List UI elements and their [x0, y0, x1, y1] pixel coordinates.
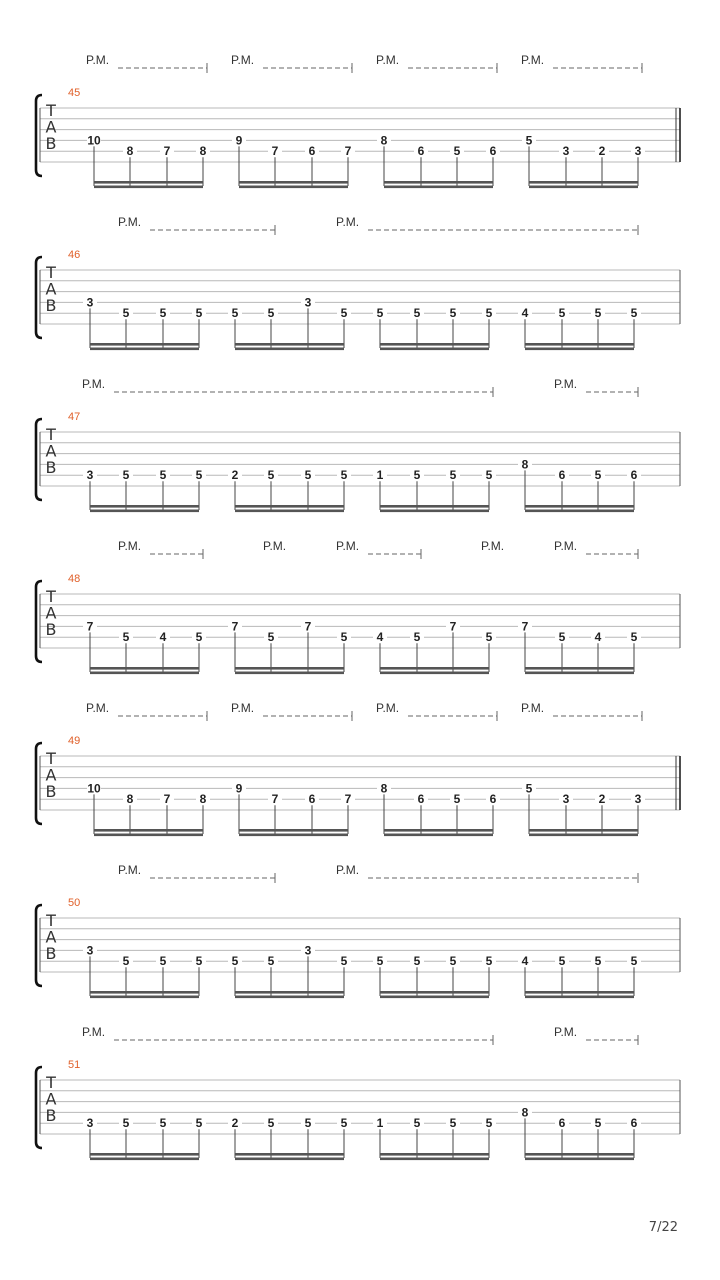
beam [525, 996, 634, 999]
measure-number: 46 [68, 249, 81, 261]
fret-number: 5 [195, 1116, 203, 1131]
fret-number: 3 [634, 144, 642, 159]
fret-number: 5 [122, 630, 130, 645]
tab-clef-t: T [46, 1073, 56, 1092]
fret-number: 5 [630, 630, 638, 645]
fret-number: 8 [199, 792, 207, 807]
fret-number: 5 [449, 954, 457, 969]
tab-clef-b: B [45, 134, 57, 153]
palm-mute-label: P.M. [118, 539, 142, 553]
fret-number: 2 [231, 1116, 239, 1131]
beam [525, 505, 634, 508]
palm-mute-label: P.M. [118, 863, 142, 877]
fret-number: 5 [485, 1116, 493, 1131]
fret-number: 5 [122, 468, 130, 483]
fret-number: 5 [195, 630, 203, 645]
fret-number: 6 [489, 792, 497, 807]
fret-number: 6 [417, 144, 425, 159]
beam [525, 343, 634, 346]
fret-number: 7 [271, 144, 279, 159]
beam [525, 672, 634, 675]
beam [235, 672, 344, 675]
palm-mute-label: P.M. [336, 863, 360, 877]
tab-system-48 [36, 539, 680, 674]
beam [235, 348, 344, 351]
fret-number: 5 [630, 306, 638, 321]
fret-number: 6 [630, 468, 638, 483]
beam [529, 829, 638, 832]
fret-number: 7 [163, 144, 171, 159]
fret-number: 5 [267, 1116, 275, 1131]
fret-number: 5 [376, 306, 384, 321]
fret-number: 5 [122, 306, 130, 321]
beam [380, 991, 489, 994]
fret-number: 2 [598, 792, 606, 807]
bracket [36, 743, 42, 824]
fret-number: 7 [163, 792, 171, 807]
beam [235, 996, 344, 999]
tab-clef-b: B [45, 782, 57, 801]
palm-mute-label: P.M. [336, 215, 360, 229]
bracket [36, 905, 42, 986]
fret-number: 5 [485, 630, 493, 645]
tab-system-49 [36, 701, 680, 836]
fret-number: 5 [449, 468, 457, 483]
fret-number: 3 [86, 468, 94, 483]
fret-number: 8 [521, 1105, 529, 1120]
beam [525, 1153, 634, 1156]
fret-number: 5 [231, 954, 239, 969]
fret-number: 5 [485, 306, 493, 321]
tab-clef-b: B [45, 458, 57, 477]
fret-number: 5 [159, 1116, 167, 1131]
fret-number: 5 [267, 468, 275, 483]
beam [235, 343, 344, 346]
fret-number: 5 [449, 306, 457, 321]
palm-mute-label: P.M. [263, 539, 287, 553]
tab-clef-a: A [45, 927, 57, 947]
palm-mute-label: P.M. [82, 1025, 106, 1039]
palm-mute-label: P.M. [231, 701, 255, 715]
beam [94, 181, 203, 184]
fret-number: 6 [308, 792, 316, 807]
beam [529, 181, 638, 184]
fret-number: 9 [235, 133, 243, 148]
fret-number: 5 [340, 1116, 348, 1131]
beam [239, 181, 348, 184]
fret-number: 7 [304, 619, 312, 634]
measure-number: 51 [68, 1059, 81, 1071]
fret-number: 3 [86, 295, 94, 310]
fret-number: 7 [344, 144, 352, 159]
beam [94, 186, 203, 189]
beam [90, 343, 199, 346]
fret-number: 3 [86, 943, 94, 958]
measure-number: 47 [68, 411, 81, 423]
beam [235, 505, 344, 508]
beam [90, 1153, 199, 1156]
tab-system-51 [36, 1025, 680, 1160]
fret-number: 5 [195, 306, 203, 321]
fret-number: 3 [304, 295, 312, 310]
bracket [36, 95, 42, 176]
bracket [36, 581, 42, 662]
beam [90, 1158, 199, 1161]
fret-number: 5 [413, 468, 421, 483]
beam [384, 181, 493, 184]
fret-number: 3 [562, 792, 570, 807]
bracket [36, 1067, 42, 1148]
beam [525, 510, 634, 513]
beam [380, 667, 489, 670]
beam [239, 186, 348, 189]
beam [235, 510, 344, 513]
beam [380, 510, 489, 513]
fret-number: 9 [235, 781, 243, 796]
fret-number: 6 [489, 144, 497, 159]
fret-number: 5 [304, 1116, 312, 1131]
measure-number: 50 [68, 897, 81, 909]
palm-mute-label: P.M. [86, 701, 110, 715]
fret-number: 5 [594, 468, 602, 483]
fret-number: 7 [344, 792, 352, 807]
fret-number: 3 [634, 792, 642, 807]
fret-number: 5 [449, 1116, 457, 1131]
fret-number: 7 [231, 619, 239, 634]
palm-mute-label: P.M. [554, 539, 578, 553]
fret-number: 4 [521, 954, 529, 969]
tab-clef-a: A [45, 117, 57, 137]
fret-number: 8 [126, 792, 134, 807]
tab-clef-a: A [45, 279, 57, 299]
fret-number: 7 [86, 619, 94, 634]
beam [239, 829, 348, 832]
beam [525, 667, 634, 670]
palm-mute-label: P.M. [82, 377, 106, 391]
fret-number: 5 [525, 133, 533, 148]
fret-number: 5 [340, 630, 348, 645]
tab-clef-t: T [46, 587, 56, 606]
fret-number: 5 [376, 954, 384, 969]
fret-number: 6 [558, 1116, 566, 1131]
beam [239, 834, 348, 837]
beam [94, 834, 203, 837]
fret-number: 5 [195, 468, 203, 483]
tab-clef-t: T [46, 101, 56, 120]
palm-mute-label: P.M. [336, 539, 360, 553]
fret-number: 4 [376, 630, 384, 645]
fret-number: 6 [558, 468, 566, 483]
fret-number: 5 [122, 954, 130, 969]
tab-system-45 [36, 53, 680, 188]
tab-system-46 [36, 215, 680, 350]
fret-number: 1 [376, 1116, 384, 1131]
tab-clef-t: T [46, 911, 56, 930]
beam [525, 1158, 634, 1161]
tab-clef-b: B [45, 944, 57, 963]
fret-number: 5 [195, 954, 203, 969]
tab-clef-a: A [45, 441, 57, 461]
fret-number: 5 [267, 306, 275, 321]
palm-mute-label: P.M. [481, 539, 505, 553]
fret-number: 5 [413, 1116, 421, 1131]
fret-number: 5 [525, 781, 533, 796]
fret-number: 2 [231, 468, 239, 483]
bracket [36, 257, 42, 338]
beam [380, 343, 489, 346]
fret-number: 5 [231, 306, 239, 321]
bracket [36, 419, 42, 500]
fret-number: 5 [340, 306, 348, 321]
fret-number: 5 [159, 468, 167, 483]
fret-number: 8 [126, 144, 134, 159]
page-number: 7/22 [648, 1220, 678, 1235]
palm-mute-label: P.M. [554, 1025, 578, 1039]
palm-mute-label: P.M. [86, 53, 110, 67]
fret-number: 4 [159, 630, 167, 645]
beam [90, 667, 199, 670]
fret-number: 8 [199, 144, 207, 159]
fret-number: 7 [271, 792, 279, 807]
fret-number: 7 [449, 619, 457, 634]
palm-mute-label: P.M. [554, 377, 578, 391]
beam [90, 510, 199, 513]
beam [529, 834, 638, 837]
fret-number: 5 [558, 630, 566, 645]
beam [90, 991, 199, 994]
fret-number: 6 [417, 792, 425, 807]
beam [235, 991, 344, 994]
palm-mute-label: P.M. [231, 53, 255, 67]
beam [525, 348, 634, 351]
beam [90, 996, 199, 999]
fret-number: 5 [485, 468, 493, 483]
fret-number: 5 [340, 954, 348, 969]
fret-number: 8 [380, 133, 388, 148]
beam [235, 1153, 344, 1156]
fret-number: 4 [594, 630, 602, 645]
palm-mute-label: P.M. [376, 53, 400, 67]
beam [380, 505, 489, 508]
beam [235, 1158, 344, 1161]
fret-number: 8 [521, 457, 529, 472]
fret-number: 3 [562, 144, 570, 159]
fret-number: 5 [340, 468, 348, 483]
fret-number: 6 [308, 144, 316, 159]
fret-number: 5 [558, 954, 566, 969]
fret-number: 5 [267, 630, 275, 645]
beam [235, 667, 344, 670]
palm-mute-label: P.M. [376, 701, 400, 715]
fret-number: 5 [413, 630, 421, 645]
fret-number: 10 [87, 133, 101, 148]
beam [90, 672, 199, 675]
tab-clef-b: B [45, 1106, 57, 1125]
beam [380, 348, 489, 351]
fret-number: 5 [485, 954, 493, 969]
fret-number: 5 [453, 144, 461, 159]
fret-number: 1 [376, 468, 384, 483]
palm-mute-label: P.M. [521, 53, 545, 67]
fret-number: 10 [87, 781, 101, 796]
tab-system-50 [36, 863, 680, 998]
tab-clef-t: T [46, 263, 56, 282]
beam [380, 1153, 489, 1156]
fret-number: 8 [380, 781, 388, 796]
tab-clef-b: B [45, 620, 57, 639]
fret-number: 5 [594, 954, 602, 969]
fret-number: 5 [594, 306, 602, 321]
measure-number: 45 [68, 87, 81, 99]
tab-clef-t: T [46, 749, 56, 768]
beam [529, 186, 638, 189]
fret-number: 5 [304, 468, 312, 483]
fret-number: 2 [598, 144, 606, 159]
fret-number: 3 [86, 1116, 94, 1131]
fret-number: 5 [594, 1116, 602, 1131]
measure-number: 49 [68, 735, 81, 747]
beam [384, 829, 493, 832]
fret-number: 3 [304, 943, 312, 958]
beam [94, 829, 203, 832]
beam [525, 991, 634, 994]
beam [380, 1158, 489, 1161]
fret-number: 5 [159, 954, 167, 969]
beam [90, 505, 199, 508]
fret-number: 4 [521, 306, 529, 321]
beam [384, 186, 493, 189]
measure-number: 48 [68, 573, 81, 585]
beam [384, 834, 493, 837]
tab-clef-a: A [45, 603, 57, 623]
fret-number: 5 [413, 954, 421, 969]
tab-clef-a: A [45, 765, 57, 785]
fret-number: 5 [558, 306, 566, 321]
fret-number: 5 [413, 306, 421, 321]
tab-clef-t: T [46, 425, 56, 444]
beam [90, 348, 199, 351]
fret-number: 5 [453, 792, 461, 807]
fret-number: 5 [267, 954, 275, 969]
fret-number: 5 [630, 954, 638, 969]
beam [380, 996, 489, 999]
palm-mute-label: P.M. [521, 701, 545, 715]
fret-number: 5 [159, 306, 167, 321]
palm-mute-label: P.M. [118, 215, 142, 229]
fret-number: 6 [630, 1116, 638, 1131]
tab-clef-a: A [45, 1089, 57, 1109]
tab-clef-b: B [45, 296, 57, 315]
beam [380, 672, 489, 675]
tab-system-47 [36, 377, 680, 512]
fret-number: 7 [521, 619, 529, 634]
fret-number: 5 [122, 1116, 130, 1131]
